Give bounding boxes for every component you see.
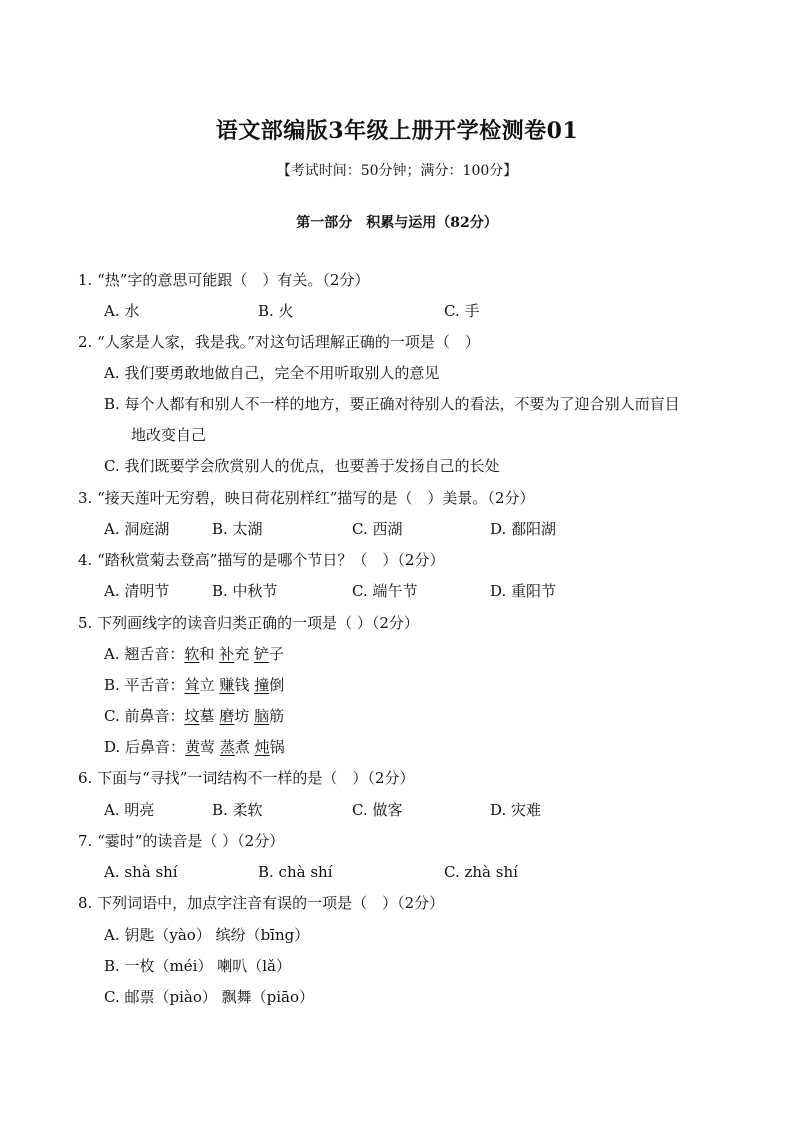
option-b[interactable]: B. 火 [258, 302, 294, 320]
question-3-stem: 3. “接天莲叶无穷碧，映日荷花别样红”描写的是（ ）美景。（2分） [78, 489, 535, 507]
option-b[interactable]: B. 柔软 [212, 801, 263, 819]
option-c[interactable]: C. 手 [444, 302, 480, 320]
question-6-stem: 6. 下面与“寻找”一词结构不一样的是（ ）（2分） [78, 769, 415, 787]
option-prefix: C. 前鼻音： [104, 707, 185, 725]
option-b[interactable]: B. chà shí [258, 863, 333, 881]
option-a[interactable]: A. 明亮 [104, 801, 155, 819]
word-1: 耸立 [184, 676, 215, 694]
word-2: 赚钱 [219, 676, 250, 694]
question-2-option-b-continued[interactable]: 地改变自己 [131, 426, 207, 444]
question-2-option-a[interactable]: A. 我们要勇敢地做自己，完全不用听取别人的意见 [104, 364, 440, 382]
word-2: 磨坊 [219, 707, 250, 725]
question-8-option-a[interactable]: A. 钥匙（yào） 缤纷（bīng） [104, 926, 310, 944]
option-d[interactable]: D. 灾难 [490, 801, 542, 819]
word-2: 补充 [219, 645, 250, 663]
section-heading: 第一部分 积累与运用（82分） [296, 215, 498, 231]
option-c[interactable]: C. zhà shí [444, 863, 518, 881]
question-1-stem: 1. “热”字的意思可能跟（ ）有关。（2分） [78, 271, 370, 289]
word-1: 黄莺 [185, 738, 216, 756]
word-3: 铲子 [254, 645, 285, 663]
question-5-option-c[interactable] [104, 706, 284, 726]
word-2: 蒸煮 [219, 738, 250, 756]
option-c[interactable]: C. 做客 [352, 801, 403, 819]
option-a[interactable]: A. shà shí [104, 863, 178, 881]
page-title: 语文部编版3年级上册开学检测卷01 [215, 118, 579, 144]
option-prefix: A. 翘舌音： [104, 645, 185, 663]
option-d[interactable]: D. 鄱阳湖 [490, 520, 557, 538]
word-1: 软和 [184, 645, 215, 663]
question-4-stem: 4. “踏秋赏菊去登高”描写的是哪个节日？（ ）（2分） [78, 551, 445, 569]
word-3: 脑筋 [254, 707, 285, 725]
word-3: 撞倒 [254, 676, 285, 694]
question-2-stem: 2. “人家是人家，我是我。”对这句话理解正确的一项是（ ） [78, 333, 480, 351]
question-2-option-c[interactable]: C. 我们既要学会欣赏别人的优点，也要善于发扬自己的长处 [104, 457, 500, 475]
word-1: 坟墓 [184, 707, 215, 725]
question-2-option-b[interactable]: B. 每个人都有和别人不一样的地方，要正确对待别人的看法，不要为了迎合别人而盲目 [104, 395, 680, 413]
option-a[interactable]: A. 洞庭湖 [104, 520, 170, 538]
option-a[interactable]: A. 水 [104, 302, 140, 320]
option-prefix: D. 后鼻音： [104, 738, 186, 756]
question-8-stem: 8. 下列词语中，加点字注音有误的一项是（ ）（2分） [78, 894, 445, 912]
question-8-option-c[interactable]: C. 邮票（piào） 飘舞（piāo） [104, 988, 314, 1006]
question-5-option-d[interactable] [104, 737, 285, 757]
option-d[interactable]: D. 重阳节 [490, 582, 557, 600]
option-c[interactable]: C. 西湖 [352, 520, 403, 538]
question-5-option-a[interactable] [104, 644, 284, 664]
question-5-option-b[interactable] [104, 675, 284, 695]
option-c[interactable]: C. 端午节 [352, 582, 418, 600]
option-b[interactable]: B. 太湖 [212, 520, 263, 538]
word-3: 炖锅 [254, 738, 285, 756]
exam-info: 【考试时间：50分钟；满分：100分】 [276, 163, 518, 179]
option-b[interactable]: B. 中秋节 [212, 582, 278, 600]
question-7-stem: 7. “霎时”的读音是（ ）（2分） [78, 832, 285, 850]
question-8-option-b[interactable]: B. 一枚（méi） 喇叭（lǎ） [104, 957, 291, 975]
question-5-stem: 5. 下列画线字的读音归类正确的一项是（ ）（2分） [78, 614, 419, 632]
option-prefix: B. 平舌音： [104, 676, 185, 694]
option-a[interactable]: A. 清明节 [104, 582, 170, 600]
